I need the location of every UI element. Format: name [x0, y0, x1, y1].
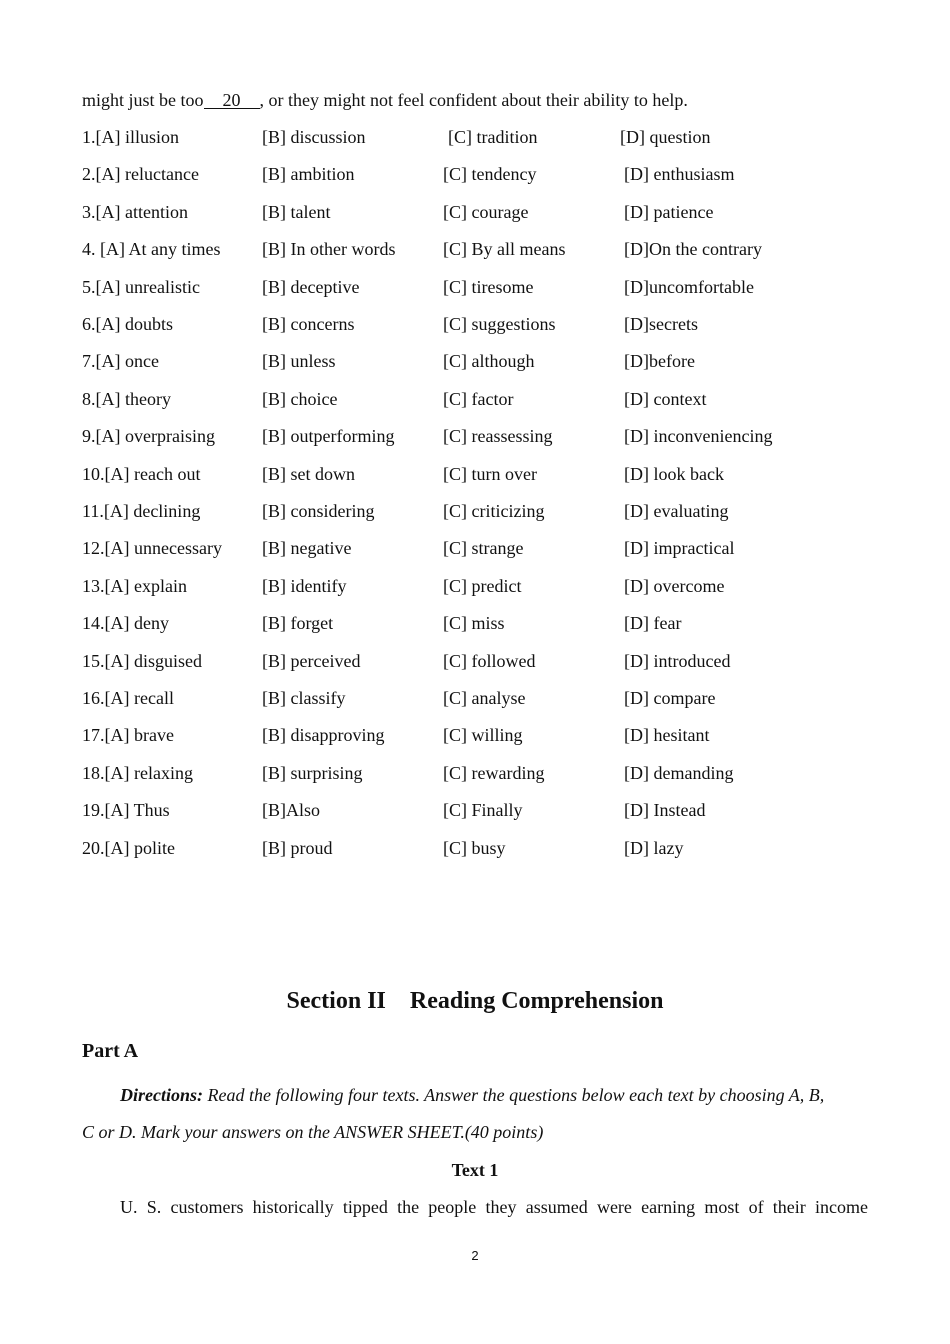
- question-12-option-a: [82, 538, 222, 559]
- question-number: 7.: [82, 351, 96, 372]
- question-number: 12.: [82, 538, 105, 559]
- question-number: 13.: [82, 575, 105, 596]
- option-text: [A] recall: [104, 688, 174, 708]
- question-5-option-a: [82, 277, 200, 298]
- question-5-option-d: [D]uncomfortable: [624, 276, 754, 297]
- question-7-option-d: [D]before: [624, 351, 695, 372]
- question-5-option-b: [B] deceptive: [262, 276, 360, 297]
- question-number: 17.: [82, 725, 105, 746]
- question-number: 20.: [82, 837, 105, 858]
- option-text: [A] overpraising: [95, 426, 215, 447]
- question-14-option-c: [C] miss: [443, 613, 505, 634]
- option-text: [A] unrealistic: [95, 276, 200, 297]
- question-13-option-a: [82, 576, 187, 597]
- question-10-option-a: [82, 464, 200, 485]
- question-3-option-d: [D] patience: [624, 201, 714, 222]
- blank-20: 20: [204, 92, 260, 109]
- question-15-option-a: [82, 651, 202, 672]
- option-text: [A] disguised: [104, 650, 202, 671]
- option-text: [A] theory: [95, 388, 171, 409]
- question-6-option-a: [82, 314, 173, 335]
- question-number: 5.: [82, 276, 96, 297]
- question-8-option-b: [B] choice: [262, 388, 338, 409]
- option-text: [A] explain: [104, 575, 187, 596]
- option-text: [A] once: [95, 351, 159, 372]
- question-14-option-b: [B] forget: [262, 613, 334, 634]
- directions-text-2: C or D. Mark your answers on the ANSWER SHEET.(40 points): [82, 1122, 544, 1142]
- question-6-option-b: [B] concerns: [262, 314, 355, 334]
- question-7-option-b: [B] unless: [262, 351, 336, 372]
- option-text: [A] declining: [103, 501, 201, 521]
- question-3-option-b: [B] talent: [262, 201, 331, 222]
- question-18-option-b: [B] surprising: [262, 762, 363, 783]
- question-2-option-a: [82, 164, 199, 185]
- page-number: 2: [471, 1248, 479, 1263]
- option-text: [A] deny: [104, 613, 169, 634]
- question-8-option-a: [82, 389, 171, 410]
- question-20-option-a: [82, 838, 175, 859]
- question-9-option-d: [D] inconveniencing: [624, 426, 773, 447]
- question-number: 16.: [82, 688, 105, 708]
- question-1-option-b: [B] discussion: [262, 127, 366, 147]
- question-11-option-d: [D] evaluating: [624, 501, 729, 521]
- option-text: [A] attention: [95, 201, 188, 222]
- question-20-option-c: [C] busy: [443, 837, 506, 858]
- question-15-option-b: [B] perceived: [262, 650, 361, 671]
- question-16-option-d: [D] compare: [624, 688, 716, 708]
- question-14-option-d: [D] fear: [624, 613, 682, 634]
- directions-label: Directions:: [120, 1085, 203, 1105]
- question-19-option-c: [C] Finally: [443, 800, 523, 821]
- question-2-option-b: [B] ambition: [262, 164, 355, 185]
- question-1-option-c: [C] tradition: [448, 127, 538, 147]
- directions-text-1: Read the following four texts. Answer the questions below each text by choosing A, B,: [203, 1085, 825, 1105]
- question-1-option-d: [D] question: [620, 127, 711, 147]
- question-4-option-a: [82, 239, 220, 260]
- question-19-option-d: [D] Instead: [624, 800, 706, 821]
- question-number: 18.: [82, 762, 105, 783]
- question-12-option-c: [C] strange: [443, 538, 524, 559]
- intro-line: [82, 90, 688, 111]
- question-number: 10.: [82, 463, 105, 484]
- option-text: [A] At any times: [100, 239, 221, 260]
- question-9-option-a: [82, 426, 215, 447]
- directions-line-1: [120, 1085, 824, 1106]
- part-title: Part A: [82, 1040, 139, 1062]
- intro-before: might just be too: [82, 90, 204, 110]
- question-20-option-b: [B] proud: [262, 837, 333, 858]
- text-1-paragraph: U. S. customers historically tipped the people they assumed were earning most of their income: [120, 1197, 868, 1217]
- question-16-option-a: [82, 688, 174, 709]
- option-text: [A] reach out: [104, 463, 201, 484]
- question-17-option-d: [D] hesitant: [624, 725, 710, 746]
- question-number: 11.: [82, 501, 104, 521]
- question-number: 9.: [82, 426, 96, 447]
- question-number: 1.: [82, 127, 96, 147]
- question-7-option-a: [82, 351, 159, 372]
- question-16-option-c: [C] analyse: [443, 688, 526, 708]
- question-13-option-b: [B] identify: [262, 575, 347, 596]
- question-18-option-c: [C] rewarding: [443, 762, 545, 783]
- question-10-option-c: [C] turn over: [443, 463, 537, 484]
- question-18-option-a: [82, 763, 193, 784]
- question-14-option-a: [82, 613, 169, 634]
- question-12-option-b: [B] negative: [262, 538, 352, 559]
- question-4-option-c: [C] By all means: [443, 239, 566, 260]
- option-text: [A] reluctance: [95, 164, 199, 185]
- question-15-option-c: [C] followed: [443, 650, 536, 671]
- question-19-option-b: [B]Also: [262, 800, 320, 821]
- question-number: 4.: [82, 239, 100, 260]
- question-11-option-c: [C] criticizing: [443, 501, 545, 521]
- section-title: Section II Reading Comprehension: [286, 988, 664, 1014]
- question-7-option-c: [C] although: [443, 351, 535, 372]
- question-4-option-b: [B] In other words: [262, 239, 396, 260]
- question-12-option-d: [D] impractical: [624, 538, 735, 559]
- option-text: [A] polite: [104, 837, 175, 858]
- question-10-option-b: [B] set down: [262, 463, 355, 484]
- question-17-option-b: [B] disapproving: [262, 725, 385, 746]
- question-9-option-b: [B] outperforming: [262, 426, 395, 447]
- question-3-option-a: [82, 202, 188, 223]
- question-17-option-c: [C] willing: [443, 725, 523, 746]
- question-15-option-d: [D] introduced: [624, 650, 731, 671]
- question-11-option-a: [82, 501, 200, 522]
- question-number: 3.: [82, 201, 96, 222]
- question-5-option-c: [C] tiresome: [443, 276, 534, 297]
- question-8-option-d: [D] context: [624, 388, 707, 409]
- question-6-option-d: [D]secrets: [624, 314, 698, 334]
- intro-after: , or they might not feel confident about their ability to help.: [259, 90, 688, 110]
- question-1-option-a: [82, 127, 179, 148]
- question-2-option-c: [C] tendency: [443, 164, 537, 185]
- question-8-option-c: [C] factor: [443, 388, 514, 409]
- option-text: [A] illusion: [95, 127, 179, 147]
- option-text: [A] relaxing: [104, 762, 193, 783]
- question-number: 6.: [82, 314, 96, 334]
- option-text: [A] doubts: [95, 314, 173, 334]
- question-20-option-d: [D] lazy: [624, 837, 684, 858]
- option-text: [A] Thus: [104, 800, 170, 821]
- option-text: [A] brave: [104, 725, 174, 746]
- question-18-option-d: [D] demanding: [624, 762, 734, 783]
- option-text: [A] unnecessary: [104, 538, 222, 559]
- question-number: 8.: [82, 388, 96, 409]
- question-13-option-c: [C] predict: [443, 575, 522, 596]
- question-number: 14.: [82, 613, 105, 634]
- question-number: 15.: [82, 650, 105, 671]
- question-3-option-c: [C] courage: [443, 201, 529, 222]
- text-title: Text 1: [451, 1160, 499, 1180]
- question-9-option-c: [C] reassessing: [443, 426, 553, 447]
- question-number: 2.: [82, 164, 96, 185]
- question-6-option-c: [C] suggestions: [443, 314, 556, 334]
- question-10-option-d: [D] look back: [624, 463, 724, 484]
- question-4-option-d: [D]On the contrary: [624, 239, 762, 260]
- directions-line-2: [82, 1122, 543, 1143]
- question-2-option-d: [D] enthusiasm: [624, 164, 735, 185]
- question-19-option-a: [82, 800, 170, 821]
- question-16-option-b: [B] classify: [262, 688, 346, 708]
- question-17-option-a: [82, 725, 174, 746]
- question-13-option-d: [D] overcome: [624, 575, 725, 596]
- question-11-option-b: [B] considering: [262, 501, 375, 521]
- question-number: 19.: [82, 800, 105, 821]
